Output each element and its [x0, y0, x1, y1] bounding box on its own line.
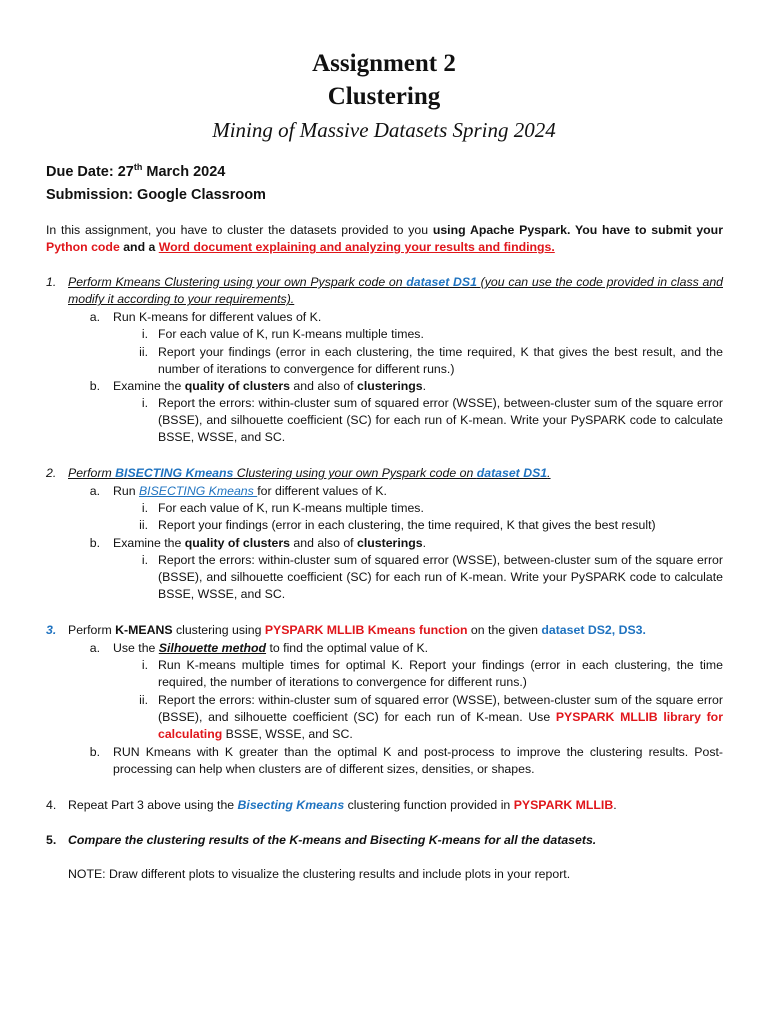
- q2-aii-text: Report your findings (error in each clustering, the time required, K that gives the best result): [158, 518, 656, 532]
- q3-mllib-function: PYSPARK MLLIB Kmeans function: [264, 623, 468, 637]
- q2-heading-5: .: [547, 466, 551, 480]
- intro-text-1: In this assignment, you have to cluster the datasets provided to you: [46, 223, 433, 237]
- q2-b-clusterings: clusterings: [357, 536, 423, 550]
- q2-a-bisecting: BISECTING Kmeans: [138, 484, 258, 498]
- q1-b-text: [113, 378, 426, 395]
- submission: Submission: Google Classroom: [46, 187, 266, 203]
- q3-number: 3.: [46, 623, 57, 637]
- q2-number: 2.: [46, 466, 57, 480]
- q2-heading-3: Clustering using your own Pyspark code on: [233, 466, 477, 480]
- q2-b-quality: quality of clusters: [184, 536, 291, 550]
- q1-ai-label: i.: [141, 327, 148, 341]
- q3-silhouette: Silhouette method: [158, 641, 267, 655]
- note-text: NOTE: Draw different plots to visualize the clustering results and include plots in your report.: [68, 867, 571, 881]
- q5-number: 5.: [46, 833, 57, 847]
- q3-a-label: a.: [89, 641, 100, 655]
- q5-text: Compare the clustering results of the K-means and Bisecting K-means for all the datasets.: [68, 833, 597, 847]
- q1-b-1: Examine the: [113, 379, 185, 393]
- q3-datasets: dataset DS2, DS3.: [541, 623, 646, 637]
- q2-a-3: for different values of K.: [257, 484, 387, 498]
- q2-a-text: [113, 483, 387, 500]
- due-date-suffix: March 2024: [142, 164, 226, 180]
- q2-bisecting: BISECTING Kmeans: [115, 466, 234, 480]
- q1-ai-text: For each value of K, run K-means multiple times.: [158, 327, 424, 341]
- q3-aii-1: Report the errors: within-cluster sum of squared error (WSSE), between-cluster sum of the square error (BSSE), and silhouette coefficient (SC) for each run of K-mean. Use: [158, 693, 723, 725]
- intro-word-document: Word document explaining and analyzing your results and findings.: [158, 240, 555, 255]
- intro-paragraph: [46, 222, 723, 256]
- q1-bi-text: Report the errors: within-cluster sum of squared error (WSSE), between-cluster sum of the square error (BSSE), and silhouette coefficient (SC) for each run of K-mean. Write your PySPARK code to calculate BSSE, WSSE, and SC.: [158, 396, 723, 445]
- q3-kmeans: K-MEANS: [115, 623, 173, 637]
- q1-a-label: a.: [89, 310, 100, 324]
- q2-b-label: b.: [89, 536, 100, 550]
- q2-bi-label: i.: [141, 553, 148, 567]
- q2-b-text: [113, 535, 426, 552]
- due-date-sup: th: [133, 162, 143, 173]
- intro-python-code: Python code: [46, 240, 120, 255]
- q3-heading: [68, 622, 646, 639]
- q1-heading: [68, 274, 723, 308]
- q3-b-text: RUN Kmeans with K greater than the optimal K and post-process to improve the clustering results. Post-processing can help when clusters are of different sizes, densities, or shapes.: [113, 745, 723, 777]
- q2-b-5: .: [422, 536, 427, 550]
- q2-b-3: and also of: [290, 536, 358, 550]
- q4-mllib: PYSPARK MLLIB: [513, 798, 614, 812]
- q3-a-text: [113, 640, 428, 657]
- q3-ai-text: Run K-means multiple times for optimal K. Report your findings (error in each clustering, the time required, the number of iterations to convergence for different runs.): [158, 658, 723, 690]
- q3-aii-text: [158, 692, 723, 744]
- q2-ai-label: i.: [141, 501, 148, 515]
- q3-a-1: Use the: [113, 641, 159, 655]
- q1-aii-text: Report your findings (error in each clustering, the time required, K that gives the best result, and the number of iterations to convergence for different runs.): [158, 345, 723, 377]
- q4-1: Repeat Part 3 above using the: [68, 798, 238, 812]
- q2-heading: [68, 465, 551, 482]
- q2-a-1: Run: [113, 484, 139, 498]
- q3-heading-5: on the given: [467, 623, 542, 637]
- q2-b-1: Examine the: [113, 536, 185, 550]
- q3-heading-3: clustering using: [172, 623, 265, 637]
- q2-ai-text: For each value of K, run K-means multiple times.: [158, 501, 424, 515]
- title-line-1: Assignment 2: [312, 50, 456, 77]
- q3-aii-mllib: PYSPARK MLLIB library for calculating: [158, 710, 723, 742]
- due-date-prefix: Due Date: 27: [46, 164, 134, 180]
- q2-aii-label: ii.: [139, 518, 148, 532]
- q1-heading-3: (you can use the code provided in class and modify it according to your requirements).: [68, 275, 723, 307]
- q3-aii-3: BSSE, WSSE, and SC.: [222, 727, 353, 742]
- q4-text: [68, 797, 617, 814]
- q2-dataset: dataset DS1: [476, 466, 548, 480]
- q1-a-text: Run K-means for different values of K.: [113, 310, 322, 324]
- q3-b-label: b.: [89, 745, 100, 759]
- q3-heading-1: Perform: [68, 623, 116, 637]
- q1-b-clusterings: clusterings: [357, 379, 423, 393]
- intro-text-4: and a: [119, 240, 159, 255]
- q1-number: 1.: [46, 275, 57, 289]
- q3-ai-label: i.: [141, 658, 148, 672]
- subtitle: Mining of Massive Datasets Spring 2024: [212, 118, 556, 142]
- q3-aii-label: ii.: [139, 693, 148, 707]
- q4-number: 4.: [46, 798, 57, 812]
- q1-b-3: and also of: [290, 379, 358, 393]
- q2-bi-text: Report the errors: within-cluster sum of squared error (WSSE), between-cluster sum of the square error (BSSE), and silhouette coefficient (SC) for each run of K-mean. Write your PySPARK code to calculate BSSE, WSSE, and SC.: [158, 553, 723, 602]
- intro-text-2: using Apache Pyspark. You have to submit your: [432, 223, 723, 237]
- q4-bisecting: Bisecting Kmeans: [237, 798, 345, 812]
- q1-aii-label: ii.: [139, 345, 148, 359]
- q2-heading-1: Perform: [68, 466, 116, 480]
- q2-a-label: a.: [89, 484, 100, 498]
- q4-3: clustering function provided in: [344, 798, 514, 812]
- q1-dataset: dataset DS1: [406, 275, 477, 289]
- due-date: [46, 162, 225, 182]
- title-line-2: Clustering: [327, 83, 441, 110]
- q1-b-quality: quality of clusters: [184, 379, 291, 393]
- q4-5: .: [613, 798, 617, 812]
- q1-bi-label: i.: [141, 396, 148, 410]
- q1-b-label: b.: [89, 379, 100, 393]
- q1-heading-1: Perform Kmeans Clustering using your own Pyspark code on: [68, 275, 407, 289]
- q3-a-3: to find the optimal value of K.: [266, 641, 429, 655]
- q1-b-5: .: [422, 379, 427, 393]
